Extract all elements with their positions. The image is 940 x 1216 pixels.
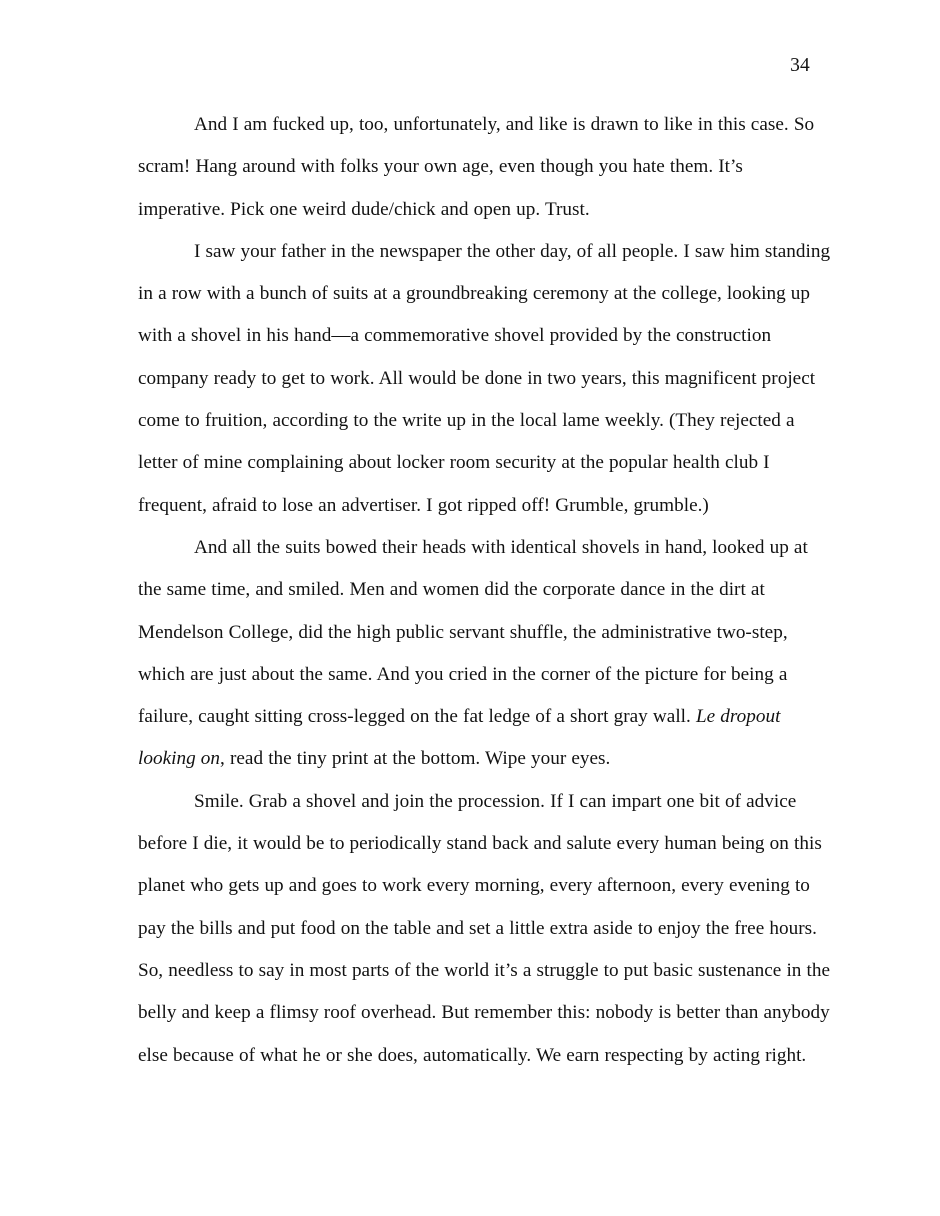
text-run: failure, caught sitting cross-legged on the fat ledge of a short gray wall. <box>138 706 696 728</box>
text-line: I saw your father in the newspaper the other day, of all people. I saw him standing <box>194 240 831 262</box>
text-line: else because of what he or she does, automatically. We earn respecting by acting right. <box>138 1044 807 1066</box>
text-line: company ready to get to work. All would be done in two years, this magnificent project <box>138 367 816 389</box>
paragraph-2 <box>138 231 831 527</box>
italic-phrase-looking-on: looking on <box>138 748 221 770</box>
text-line-with-italic <box>138 738 806 780</box>
text-line: which are just about the same. And you cried in the corner of the picture for being a <box>138 663 788 685</box>
text-line: Mendelson College, did the high public servant shuffle, the administrative two-step, <box>138 621 788 643</box>
paragraph-4 <box>138 781 831 1077</box>
text-line: pay the bills and put food on the table and set a little extra aside to enjoy the free hours. <box>138 917 817 939</box>
text-line: belly and keep a flimsy roof overhead. But remember this: nobody is better than anybody <box>138 1002 830 1024</box>
text-line: the same time, and smiled. Men and women did the corporate dance in the dirt at <box>138 579 765 601</box>
text-line: imperative. Pick one weird dude/chick and open up. Trust. <box>138 198 590 220</box>
page-number: 34 <box>790 55 810 76</box>
text-line: in a row with a bunch of suits at a groundbreaking ceremony at the college, looking up <box>138 283 811 305</box>
text-line: And all the suits bowed their heads with identical shovels in hand, looked up at <box>194 536 808 558</box>
text-line: come to fruition, according to the write up in the local lame weekly. (They rejected a <box>138 410 795 432</box>
paragraph-3 <box>138 527 806 781</box>
text-line: with a shovel in his hand—a commemorative shovel provided by the construction <box>138 325 772 347</box>
text-line: And I am fucked up, too, unfortunately, and like is drawn to like in this case. So <box>194 114 815 135</box>
text-line: before I die, it would be to periodically stand back and salute every human being on this <box>138 833 822 855</box>
paragraph-1 <box>138 104 815 231</box>
text-line: planet who gets up and goes to work every morning, every afternoon, every evening to <box>138 875 810 897</box>
text-line: frequent, afraid to lose an advertiser. I got ripped off! Grumble, grumble.) <box>138 494 709 516</box>
text-line: So, needless to say in most parts of the world it’s a struggle to put basic sustenance in the <box>138 959 831 981</box>
text-line: scram! Hang around with folks your own age, even though you hate them. It’s <box>138 156 743 178</box>
body-text-block <box>138 104 831 1077</box>
text-line: letter of mine complaining about locker room security at the popular health club I <box>138 452 770 474</box>
text-line-with-italic <box>138 696 806 738</box>
text-line: Smile. Grab a shovel and join the procession. If I can impart one bit of advice <box>194 790 797 812</box>
italic-phrase-le-dropout: Le dropout <box>695 706 781 728</box>
text-run: , read the tiny print at the bottom. Wipe your eyes. <box>220 748 611 770</box>
